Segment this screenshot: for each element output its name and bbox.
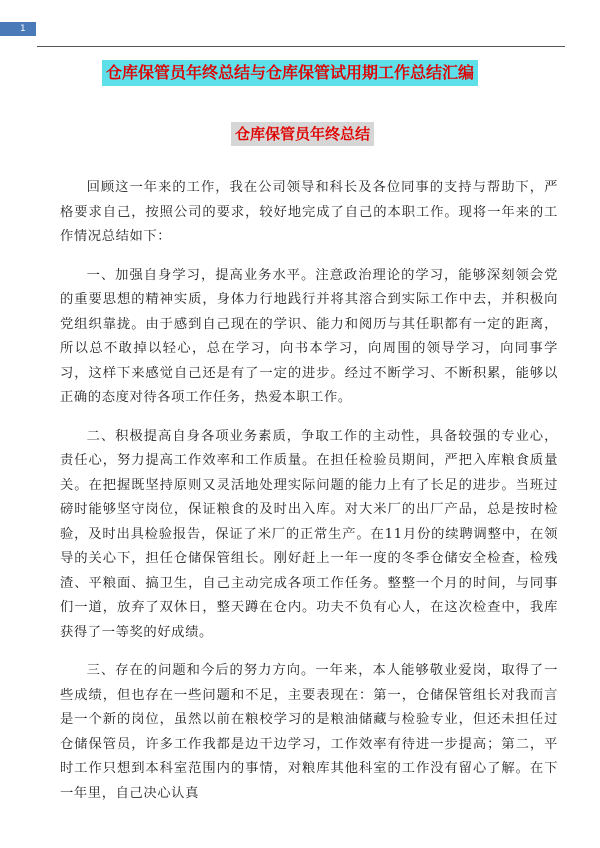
section-title: 仓库保管员年终总结 <box>231 122 374 146</box>
paragraph-2: 二、积极提高自身各项业务素质，争取工作的主动性，具备较强的专业心，责任心，努力提高工作效率和工作质量。在担任检验员期间，严把入库粮食质量关。在把握既坚持原则又灵活地处理实际问题的能力上有了长足的进步。当班过磅时能够坚守岗位，保证粮食的及时出入库。对大米厂的出厂产品，总是按时检验，及时出具检验报告，保证了米厂的正常生产。在11月份的续聘调整中，在领导的关心下，担任仓储保管组长。刚好赶上一年一度的冬季仓储安全检查，检残渣、平粮面、搞卫生，自己主动完成各项工作任务。整整一个月的时间，与同事们一道，放弃了双休日，整天蹲在仓内。功夫不负有心人，在这次检查中，我库获得了一等奖的好成绩。 <box>60 428 558 640</box>
paragraph-1: 一、加强自身学习，提高业务水平。注意政治理论的学习，能够深刻领会党的重要思想的精神实质，身体力行地践行并将其溶合到实际工作中去，并积极向党组织靠拢。由于感到自己现在的学识、能力和阅历与其任职都有一定的距离，所以总不敢掉以轻心，总在学习，向书本学习，向周围的领导学习，向同事学习，这样下来感觉自己还是有了一定的进步。经过不断学习、不断积累，能够以正确的态度对待各项工作任务，热爱本职工作。 <box>60 267 558 405</box>
paragraph-intro: 回顾这一年来的工作，我在公司领导和科长及各位同事的支持与帮助下，严格要求自己，按照公司的要求，较好地完成了自己的本职工作。现将一年来的工作情况总结如下： <box>60 180 558 244</box>
document-title: 仓库保管员年终总结与仓库保管试用期工作总结汇编 <box>102 60 478 86</box>
header-rule <box>37 46 565 47</box>
paragraph-3: 三、存在的问题和今后的努力方向。一年来，本人能够敬业爱岗，取得了一些成绩，但也存在一些问题和不足，主要表现在：第一，仓储保管组长对我而言是一个新的岗位，虽然以前在粮校学习的是粮油储藏与检验专业，但还未担任过仓储保管员，许多工作我都是边干边学习，工作效率有待进一步提高；第二，平时工作只想到本科室范围内的事情，对粮库其他科室的工作没有留心了解。在下一年里，自己决心认真 <box>60 663 558 801</box>
page-number-badge: 1 <box>0 22 36 36</box>
document-body <box>60 176 558 820</box>
